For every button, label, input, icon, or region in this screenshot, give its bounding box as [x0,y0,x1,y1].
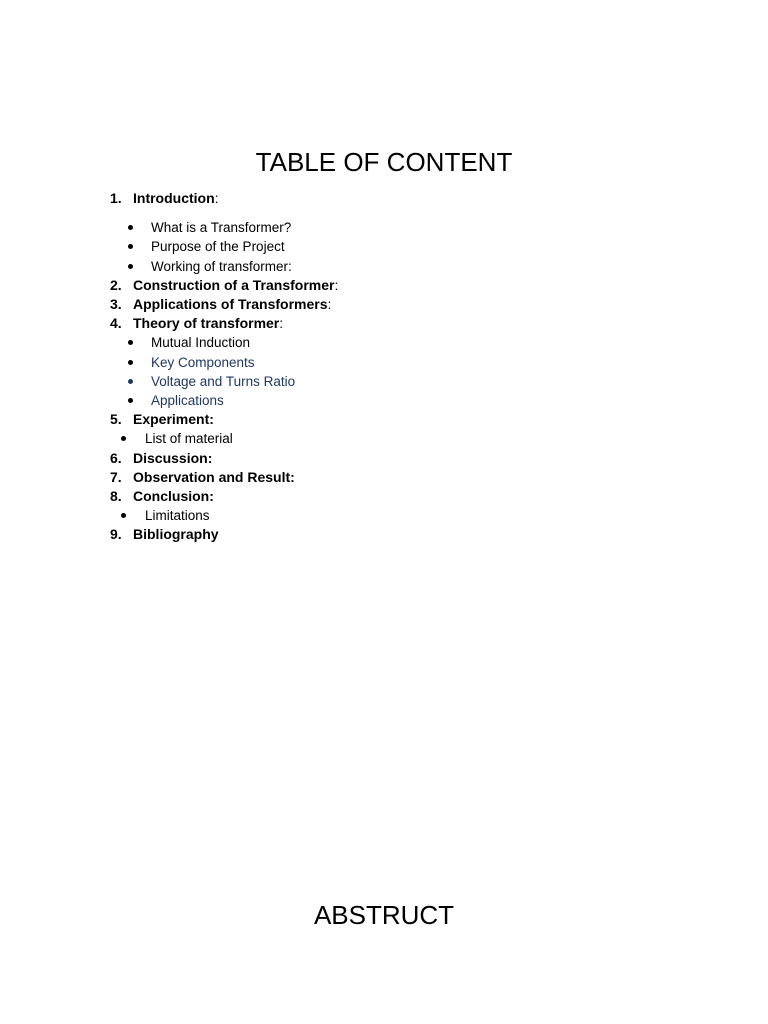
toc-item-label: Discussion: [133,450,213,466]
toc-subitem-label: Working of transformer: [151,259,292,274]
bullet-icon [121,513,126,518]
toc-subitem-label: What is a Transformer? [151,220,292,235]
toc-item-label: Experiment: [133,411,214,427]
toc-item-number: 2. [110,277,122,293]
toc-item-label: Introduction: [133,190,219,206]
toc-item-label: Construction of a Transformer: [133,277,339,293]
bullet-icon [128,398,133,403]
bullet-icon [128,340,133,345]
bullet-icon [128,244,133,249]
toc-item-label: Conclusion: [133,488,214,504]
toc-item-number: 8. [110,488,122,504]
toc-item-label: Theory of transformer: [133,315,284,331]
toc-item-number: 3. [110,296,122,312]
toc-subitem-label: Mutual Induction [151,335,251,350]
toc-subitem-label: Purpose of the Project [151,239,285,254]
toc-subitem-link[interactable]: Key Components [151,355,255,370]
toc-subitem-label: Limitations [145,508,210,523]
toc-item-label: Bibliography [133,526,219,542]
toc-subitem-label: List of material [145,431,233,446]
bullet-icon [128,225,133,230]
section-heading-abstract: ABSTRUCT [313,900,455,930]
toc-item-number: 7. [110,469,122,485]
bullet-icon [128,264,133,269]
toc-item-number: 5. [110,411,122,427]
toc-subitem-link[interactable]: Applications [151,393,224,408]
toc-item-number: 6. [110,450,122,466]
bullet-icon [121,436,126,441]
toc-item-number: 4. [110,315,122,331]
toc-subitem-link[interactable]: Voltage and Turns Ratio [151,374,296,389]
page-title: TABLE OF CONTENT [255,147,513,177]
bullet-icon [128,379,133,384]
toc-item-label: Applications of Transformers: [133,296,332,312]
toc-item-number: 1. [110,190,122,206]
toc-item-label: Observation and Result: [133,469,295,485]
bullet-icon [128,360,133,365]
toc-item-number: 9. [110,526,122,542]
